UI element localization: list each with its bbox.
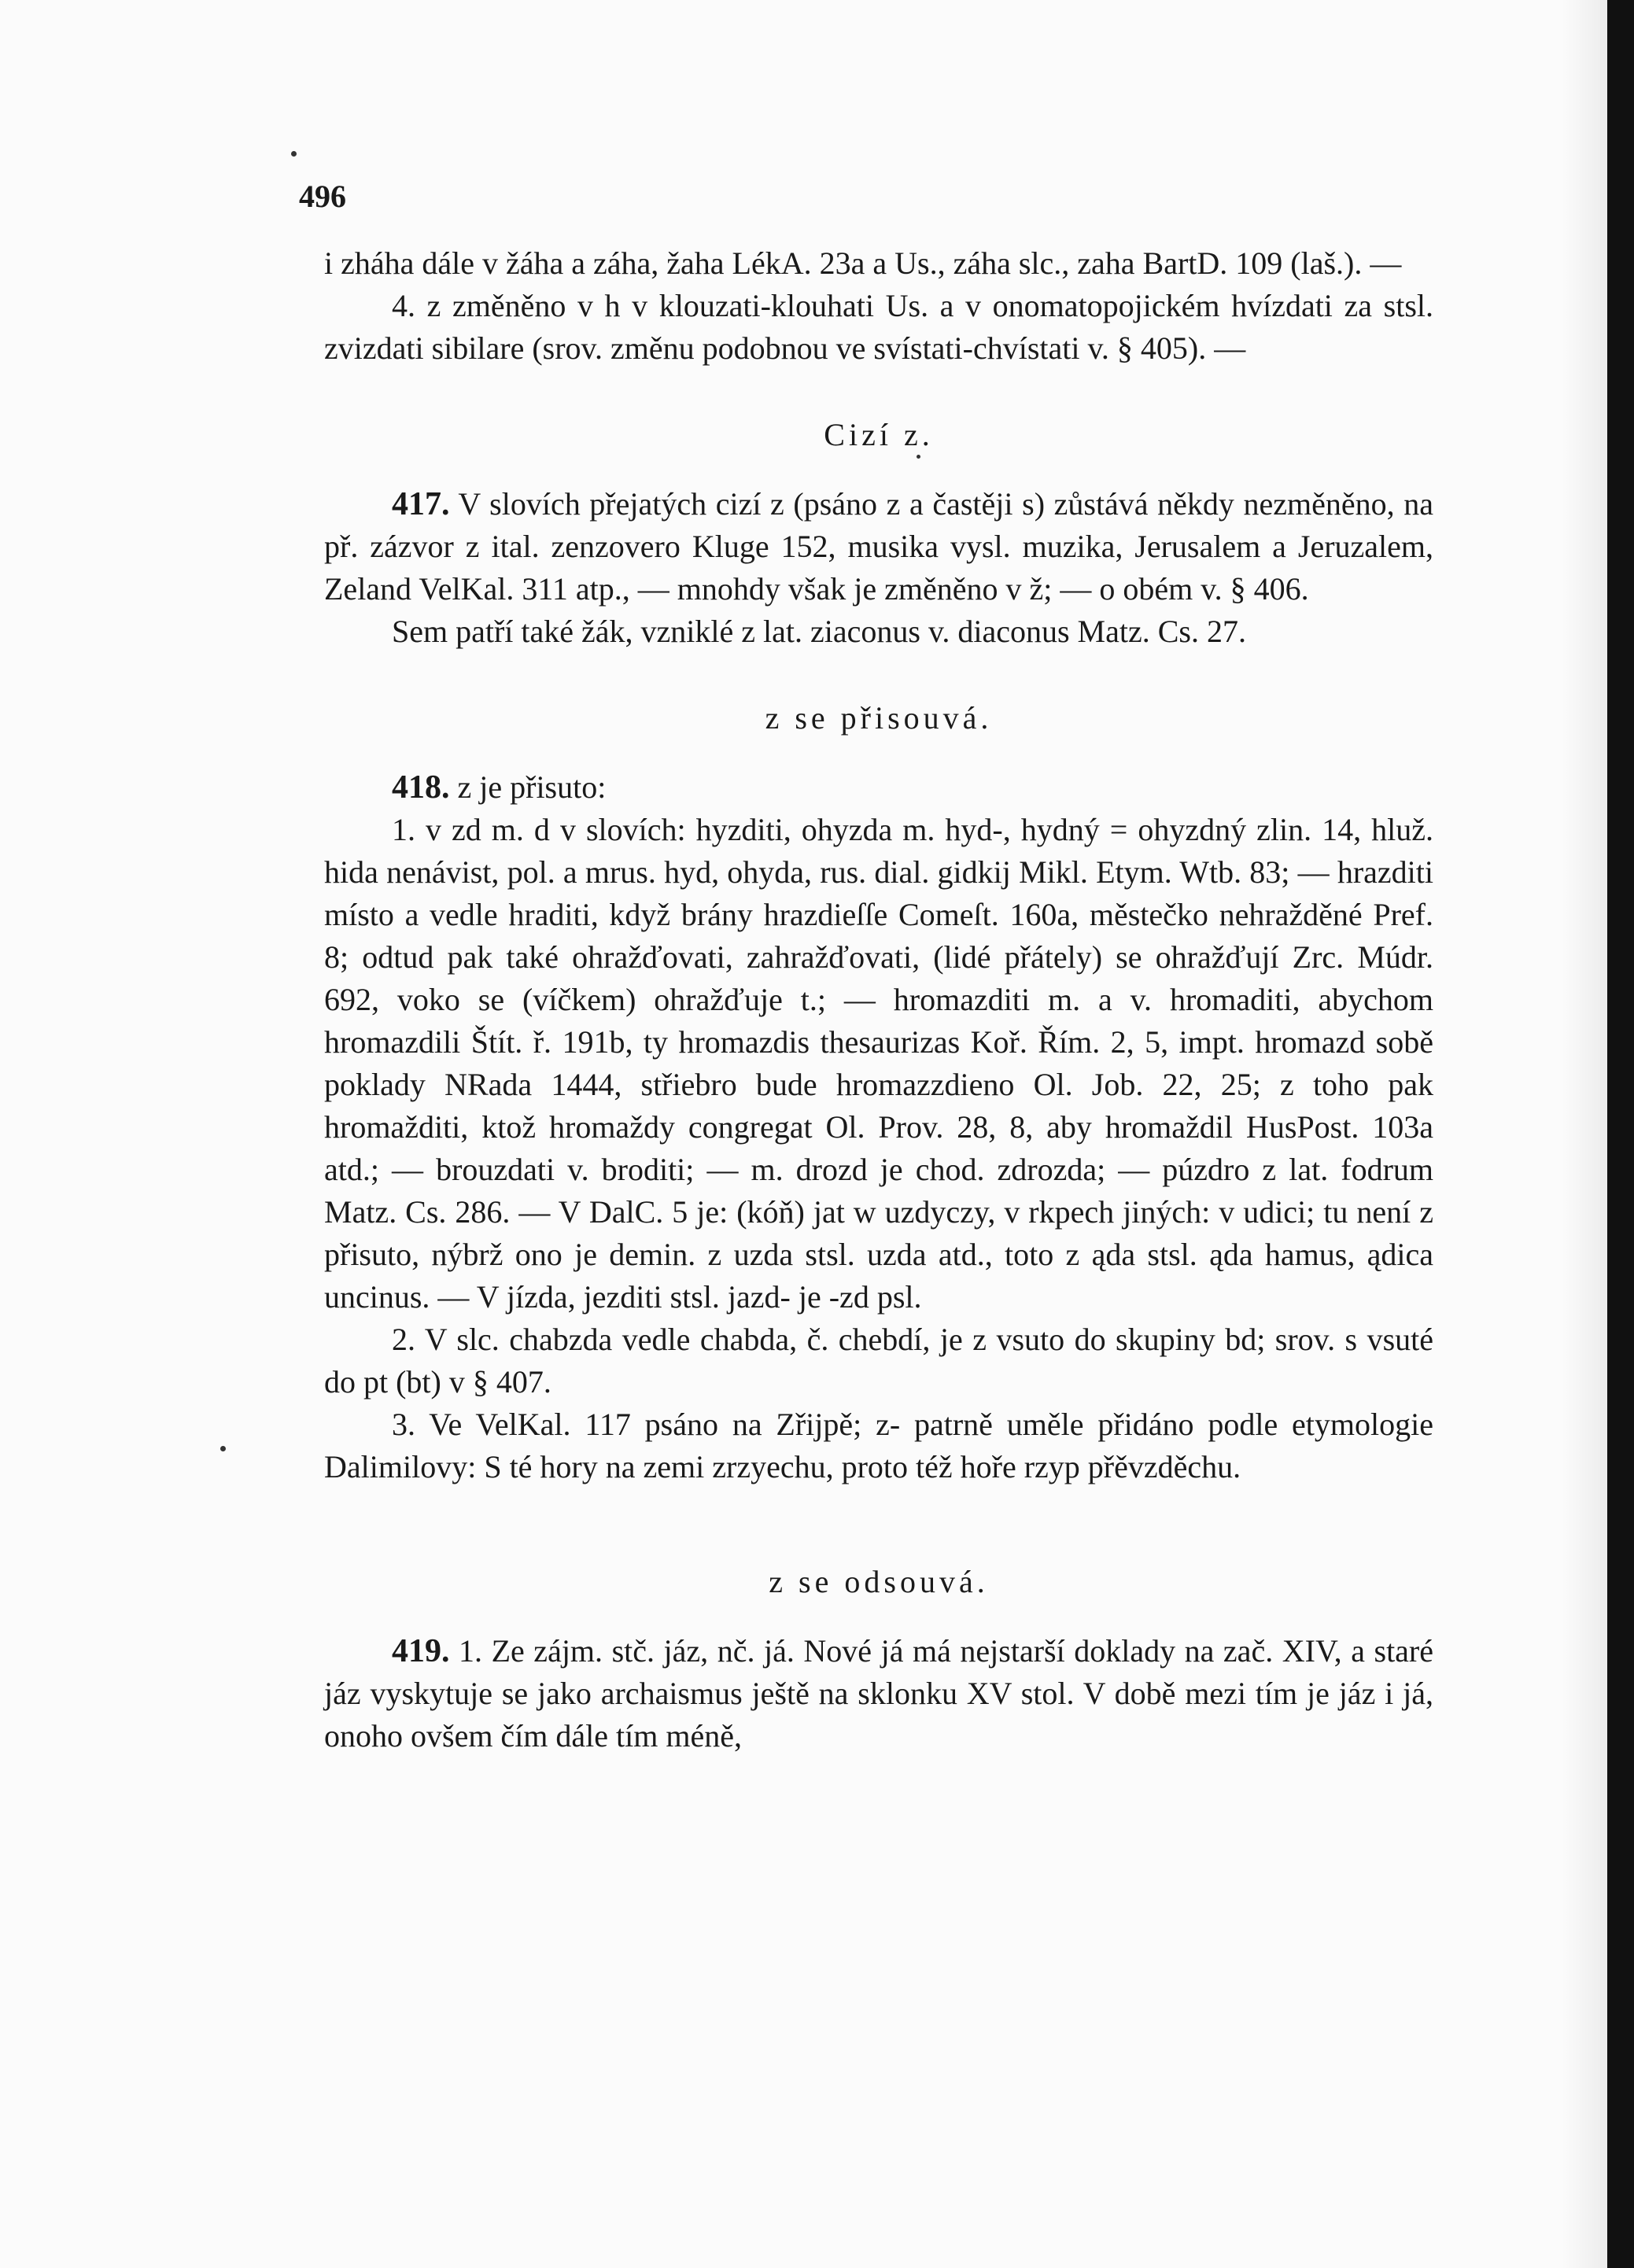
paragraph: i zháha dále v žáha a záha, žaha LékA. 23a a Us., záha slc., zaha BartD. 109 (laš.). — xyxy=(324,245,1402,281)
page-edge-shadow xyxy=(1562,0,1607,2268)
section-heading: z se odsouvá. xyxy=(769,1564,989,1599)
paragraph: 4. z změněno v h v klouzati-klouhati Us. a v onomatopojickém hvízdati za stsl. zvizdati sibilare (srov. změnu podobnou ve svístati-chvístati v. § 405). — xyxy=(324,288,1433,366)
scan-speck xyxy=(291,151,297,157)
section-number: 417. xyxy=(392,486,450,522)
page-number: 496 xyxy=(299,179,346,214)
list-item: 3. Ve VelKal. 117 psáno na Zřijpě; z- patrně uměle přidáno podle etymologie Dalimilovy: S té hory na zemi zrzyechu, proto též hoře rzyp přěvzděchu. xyxy=(324,1407,1433,1484)
section-419 xyxy=(324,1630,1433,1757)
section-417 xyxy=(324,483,1433,610)
section-number: 419. xyxy=(392,1633,450,1669)
paragraph: Sem patří také žák, vzniklé z lat. ziaconus v. diaconus Matz. Cs. 27. xyxy=(392,614,1246,649)
list-item: 2. V slc. chabzda vedle chabda, č. chebdí, je z vsuto do skupiny bd; srov. s vsuté do pt (bt) v § 407. xyxy=(324,1322,1433,1400)
section-418 xyxy=(324,766,1433,809)
section-heading: z se přisouvá. xyxy=(765,700,993,736)
page-body xyxy=(324,173,1433,1757)
list-item: 1. v zd m. d v slovích: hyzditi, ohyzda m. hyd-, hydný = ohyzdný zlin. 14, hluž. hida nenávist, pol. a mrus. hyd, ohyda, rus. dial. gidkij Mikl. Etym. Wtb. 83; — hrazditi místo a vedle hraditi, když brány hrazdieſſe Comeſt. 160a, městečko nehražděné Pref. 8; odtud pak také ohražďovati, zahražďovati, (lidé přátely) se ohražďují Zrc. Múdr. 692, voko se (víčkem) ohražďuje t.; — hromazditi m. a v. hromaditi, abychom hromazdili Štít. ř. 191b, ty hromazdis thesaurizas Koř. Řím. 2, 5, impt. hromazd sobě poklady NRada 1444, střiebro bude hromazzdieno Ol. Job. 22, 25; z toho pak hromažditi, ktož hromaždy congregat Ol. Prov. 28, 8, aby hromaždil HusPost. 103a atd.; — brouzdati v. broditi; — m. drozd je chod. zdrozda; — púzdro z lat. fodrum Matz. Cs. 286. — V DalC. 5 je: (kóň) jat w uzdyczy, v rkpech jiných: v udici; tu není z přisuto, nýbrž ono je demin. z uzda stsl. uzda atd., toto z ąda stsl. ąda hamus, ądica uncinus. — V jízda, jezditi stsl. jazd- je -zd psl. xyxy=(324,812,1433,1315)
section-text: z je přisuto: xyxy=(457,769,607,805)
scan-speck xyxy=(220,1446,226,1451)
section-number: 418. xyxy=(392,769,450,806)
section-text: 1. Ze zájm. stč. jáz, nč. já. Nové já má nejstarší doklady na zač. XIV, a staré jáz vyskytuje se jako archaismus ještě na sklonku XV stol. V době mezi tím je jáz i já, onoho ovšem čím dále tím méně, xyxy=(324,1633,1434,1754)
section-text: V slovích přejatých cizí z (psáno z a častěji s) zůstává někdy nezměněno, na př. zázvor z ital. zenzovero Kluge 152, musika vysl. muzika, Jerusalem a Jeruzalem, Zeland VelKal. 311 atp., — mnohdy však je změněno v ž; — o obém v. § 406. xyxy=(324,486,1433,607)
book-spine-edge xyxy=(1607,0,1634,2268)
section-heading: Cizí z. xyxy=(824,417,934,452)
